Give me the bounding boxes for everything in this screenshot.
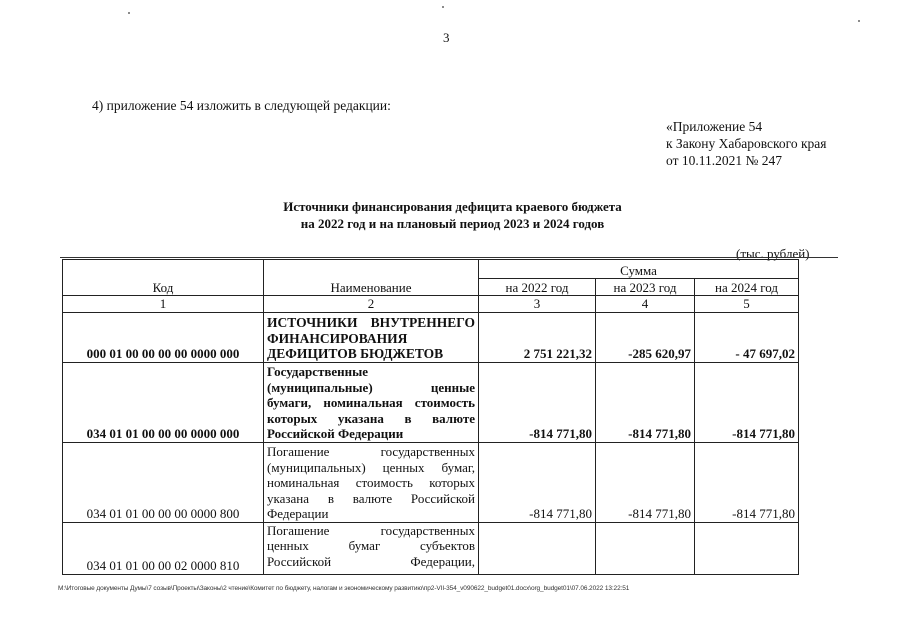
row-value-2024: -814 771,80 <box>695 362 799 442</box>
row-code: 034 01 01 00 00 00 0000 800 <box>63 442 264 522</box>
row-value-2022: -814 771,80 <box>479 442 596 522</box>
header-year-2022: на 2022 год <box>479 279 596 296</box>
row-code: 034 01 01 00 00 02 0000 810 <box>63 522 264 574</box>
row-code: 000 01 00 00 00 00 0000 000 <box>63 312 264 362</box>
row-name-line: Российской Федерации <box>267 426 404 441</box>
row-value-2023 <box>596 522 695 574</box>
row-name-line: (муниципальные) ценные <box>267 379 475 395</box>
scan-speck <box>858 20 860 22</box>
page-number: 3 <box>443 30 450 45</box>
row-name <box>264 442 479 522</box>
row-value-2022: -814 771,80 <box>479 362 596 442</box>
annex-line: «Приложение 54 <box>666 119 763 134</box>
row-name-line: Российской Федерации, <box>267 553 475 569</box>
row-name-line: ДЕФИЦИТОВ БЮДЖЕТОВ <box>267 346 444 361</box>
row-name-line: номинальная стоимость которых <box>267 475 475 490</box>
intro-text: 4) приложение 54 изложить в следующей редакции: <box>92 98 391 113</box>
title-line: на 2022 год и на плановый период 2023 и 2024 годов <box>300 216 605 231</box>
row-value-2024: - 47 697,02 <box>695 312 799 362</box>
row-name-line: которых указана в валюте <box>267 410 475 426</box>
table-row <box>63 312 799 362</box>
column-number: 1 <box>63 296 264 313</box>
row-name-line: Погашение государственных <box>267 444 475 459</box>
row-value-2024: -814 771,80 <box>695 442 799 522</box>
column-number: 4 <box>596 296 695 313</box>
row-code: 034 01 01 00 00 00 0000 000 <box>63 362 264 442</box>
row-name-line: (муниципальных) ценных бумаг, <box>267 459 475 475</box>
row-name <box>264 312 479 362</box>
table-row <box>63 442 799 522</box>
header-sum: Сумма <box>479 260 799 279</box>
column-number: 2 <box>264 296 479 313</box>
header-rule <box>60 257 838 258</box>
row-name-line: ИСТОЧНИКИ ВНУТРЕННЕГО <box>267 315 475 330</box>
header-year-2024: на 2024 год <box>695 279 799 296</box>
title-line: Источники финансирования дефицита краевого бюджета <box>283 199 622 214</box>
row-value-2022: 2 751 221,32 <box>479 312 596 362</box>
units-label: (тыс. рублей) <box>736 246 810 261</box>
row-name-line: Федерации <box>267 506 329 521</box>
row-value-2024 <box>695 522 799 574</box>
row-value-2023: -814 771,80 <box>596 362 695 442</box>
file-path-footer: M:\Итоговые документы Думы\7 созыв\Проекты\Законы\2 чтение\Комитет по бюджету, налогам и экономическому развитию\пр2-VII-354_v090622_budget01.docx\org_budget01\07.06.2022 13:22:51 <box>58 585 630 592</box>
row-name-line: ценных бумаг субъектов <box>267 538 475 553</box>
row-value-2022 <box>479 522 596 574</box>
table-row <box>63 362 799 442</box>
row-name <box>264 522 479 574</box>
row-value-2023: -814 771,80 <box>596 442 695 522</box>
annex-line: к Закону Хабаровского края <box>666 136 827 151</box>
annex-reference <box>666 118 827 169</box>
scan-speck <box>442 6 444 8</box>
row-name-line: указана в валюте Российской <box>267 490 475 506</box>
financing-table <box>62 259 799 575</box>
row-name-line: Государственные <box>267 364 369 379</box>
header-year-2023: на 2023 год <box>596 279 695 296</box>
row-name-line: ФИНАНСИРОВАНИЯ <box>267 330 408 346</box>
row-name-line: Погашение государственных <box>267 522 475 538</box>
document-title <box>200 198 705 232</box>
table-row <box>63 522 799 574</box>
column-number: 5 <box>695 296 799 313</box>
column-number: 3 <box>479 296 596 313</box>
row-name <box>264 362 479 442</box>
header-code: Код <box>63 260 264 296</box>
row-value-2023: -285 620,97 <box>596 312 695 362</box>
scan-speck <box>128 12 130 14</box>
header-name: Наименование <box>264 260 479 296</box>
annex-line: от 10.11.2021 № 247 <box>666 153 782 168</box>
row-name-line: бумаги, номинальная стоимость <box>267 395 475 410</box>
